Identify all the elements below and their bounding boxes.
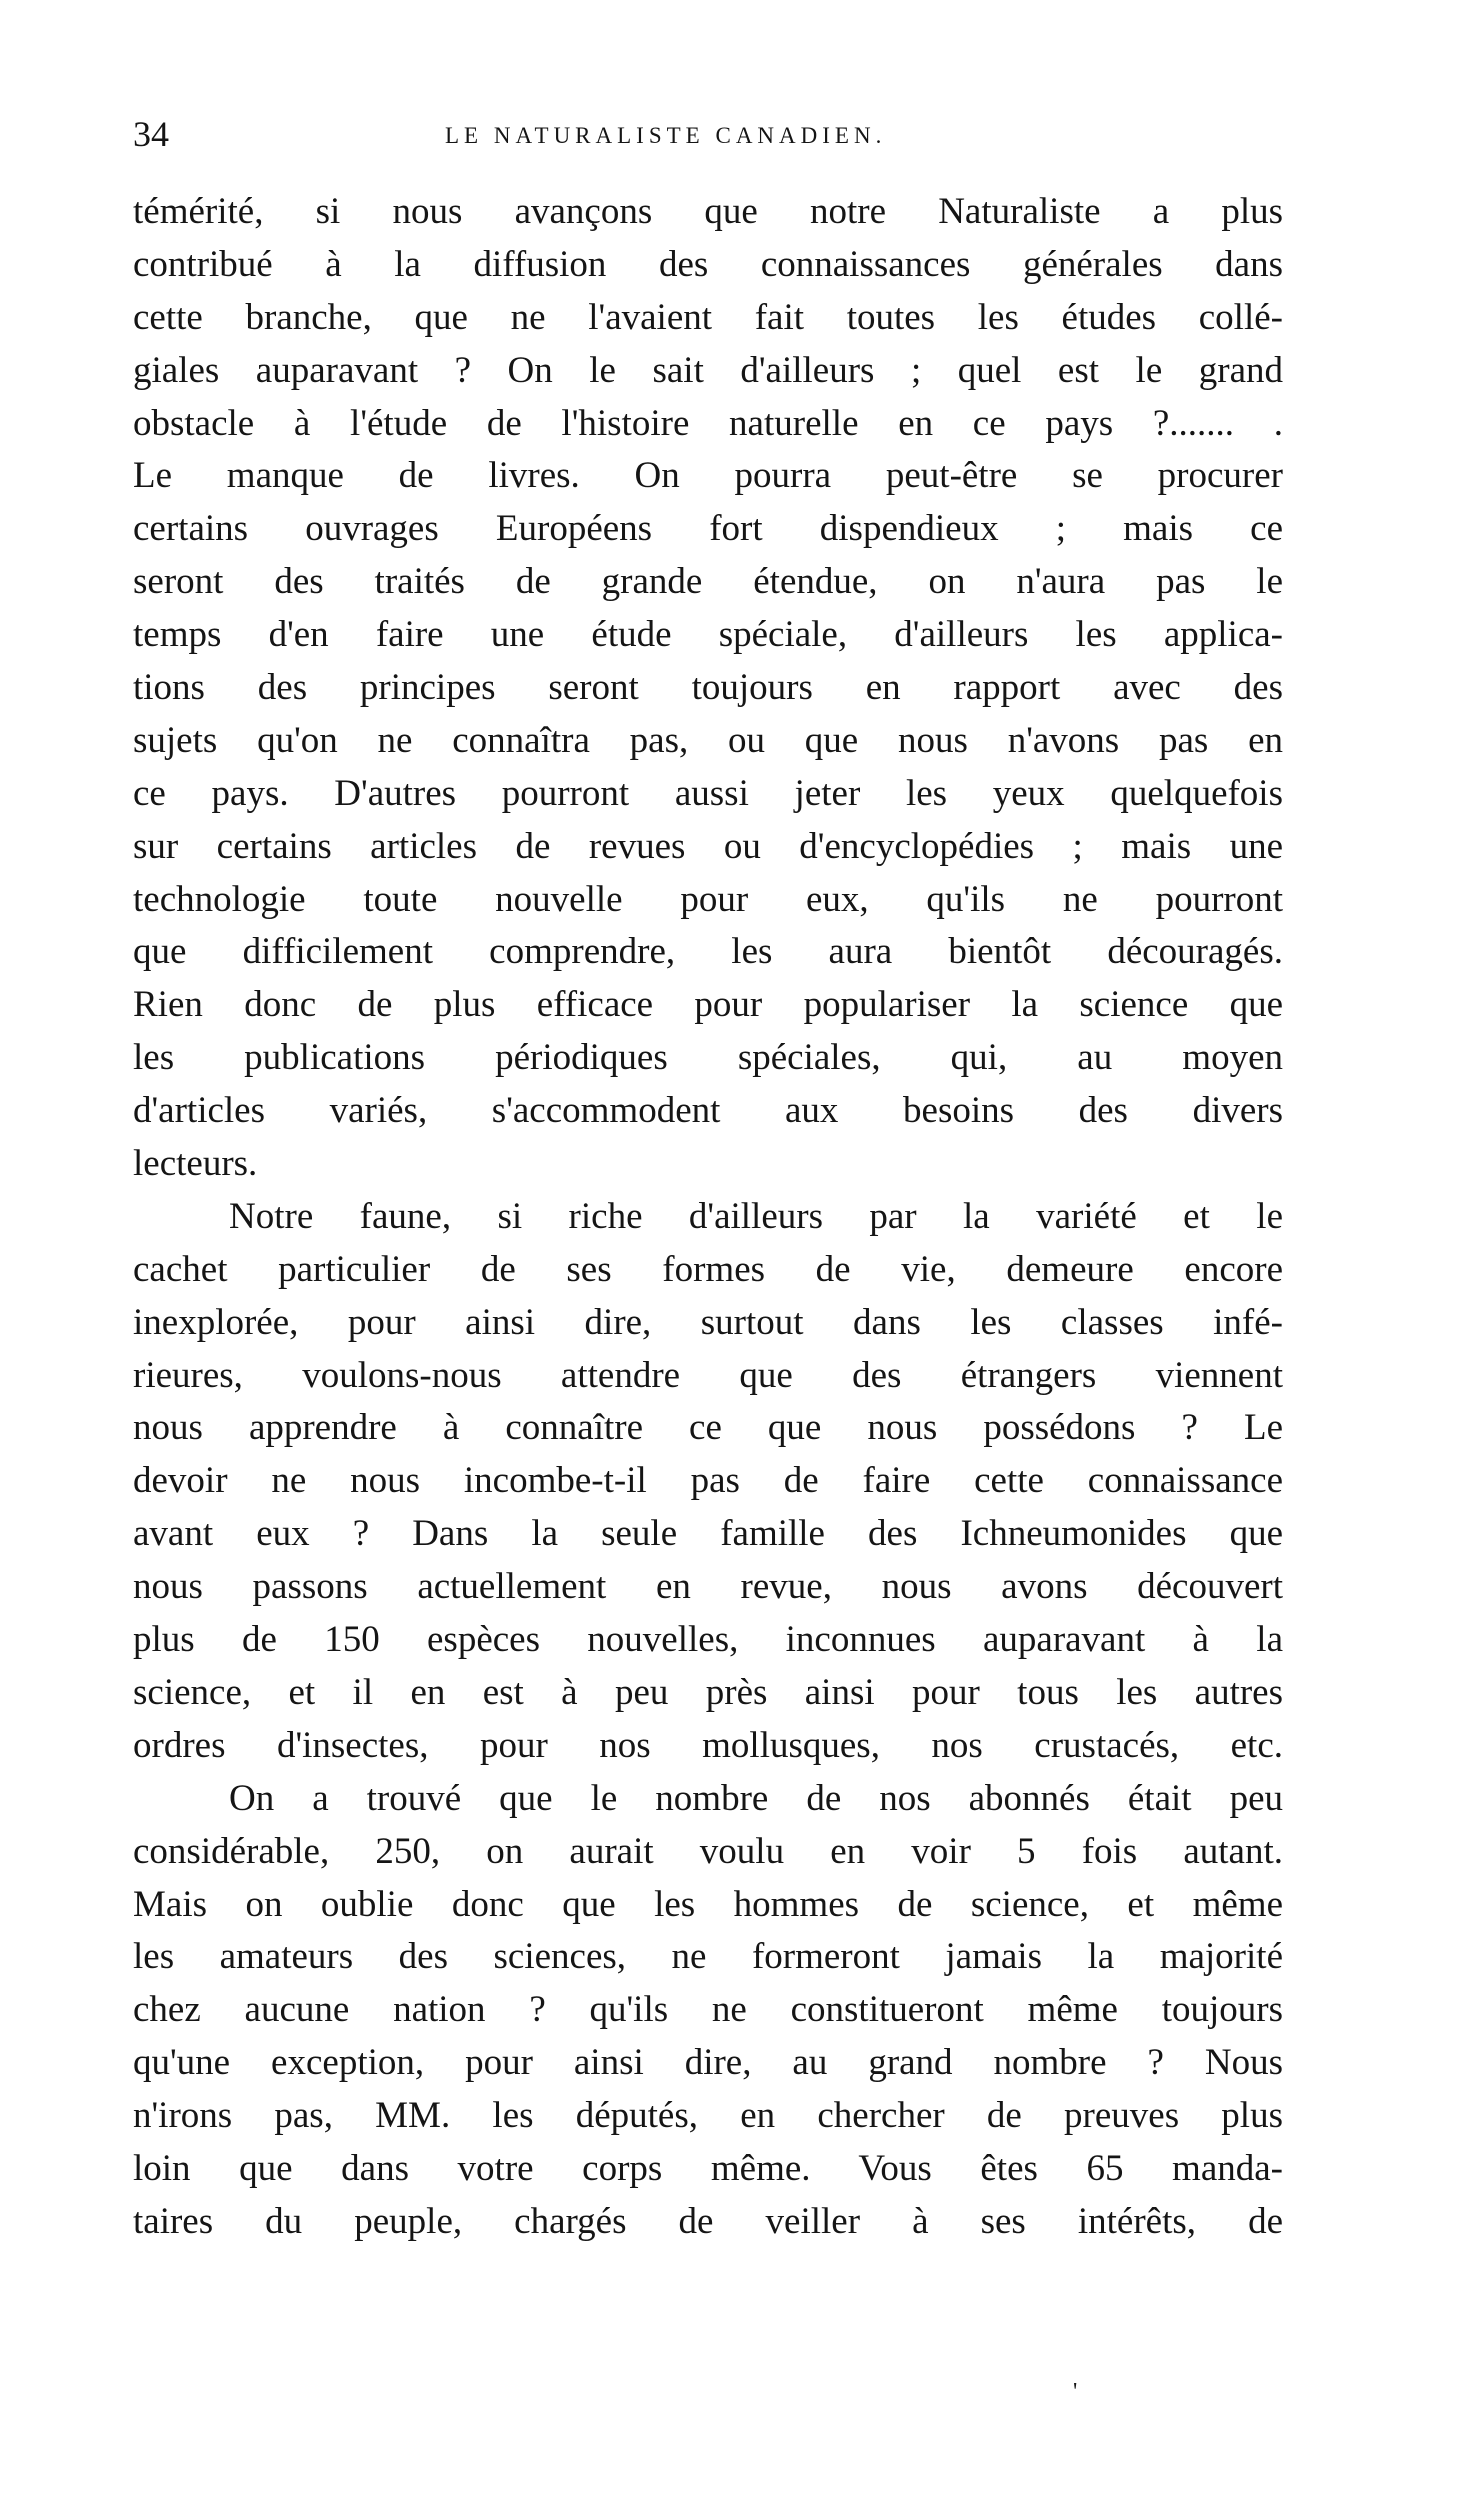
text-line: d'articles variés, s'accommodent aux besoins des divers [133, 1090, 1283, 1132]
text-line: Le manque de livres. On pourra peut-être se procurer [133, 455, 1283, 497]
text-line: tions des principes seront toujours en rapport avec des [133, 667, 1283, 709]
text-line: sur certains articles de revues ou d'encyclopédies ; mais une [133, 825, 1283, 867]
text-line: science, et il en est à peu près ainsi pour tous les autres [133, 1671, 1283, 1713]
text-line: seront des traités de grande étendue, on n'aura pas le [133, 561, 1283, 603]
text-line: temps d'en faire une étude spéciale, d'ailleurs les applica- [133, 614, 1283, 656]
text-line: On a trouvé que le nombre de nos abonnés était peu [229, 1777, 1283, 1819]
text-line: nous apprendre à connaître ce que nous possédons ? Le [133, 1407, 1283, 1449]
text-line: Mais on oublie donc que les hommes de science, et même [133, 1883, 1283, 1925]
text-line: devoir ne nous incombe-t-il pas de faire cette connaissance [133, 1460, 1283, 1502]
text-line: technologie toute nouvelle pour eux, qu'ils ne pourront [133, 878, 1283, 920]
stray-mark: ' [1073, 2379, 1078, 2405]
page-header [133, 112, 1283, 162]
running-head: LE NATURALISTE CANADIEN. [445, 123, 887, 148]
text-line: chez aucune nation ? qu'ils ne constitueront même toujours [133, 1989, 1283, 2031]
text-line: contribué à la diffusion des connaissances générales dans [133, 243, 1283, 285]
text-line: Notre faune, si riche d'ailleurs par la variété et le [229, 1195, 1283, 1237]
text-line: Rien donc de plus efficace pour populariser la science que [133, 984, 1283, 1026]
text-line: avant eux ? Dans la seule famille des Ichneumonides que [133, 1513, 1283, 1555]
text-line: cachet particulier de ses formes de vie, demeure encore [133, 1248, 1283, 1290]
text-line: témérité, si nous avançons que notre Naturaliste a plus [133, 191, 1283, 232]
text-line: lecteurs. [133, 1143, 258, 1185]
text-line: taires du peuple, chargés de veiller à ses intérêts, de [133, 2200, 1283, 2242]
text-line: inexplorée, pour ainsi dire, surtout dans les classes infé- [133, 1301, 1283, 1343]
text-line: certains ouvrages Européens fort dispendieux ; mais ce [133, 508, 1283, 550]
body-text [133, 186, 1283, 2249]
text-line: considérable, 250, on aurait voulu en voir 5 fois autant. [133, 1830, 1283, 1872]
text-line: les amateurs des sciences, ne formeront jamais la majorité [133, 1936, 1283, 1978]
text-line: plus de 150 espèces nouvelles, inconnues auparavant à la [133, 1619, 1283, 1661]
text-line: les publications périodiques spéciales, qui, au moyen [133, 1037, 1283, 1079]
text-line: sujets qu'on ne connaîtra pas, ou que nous n'avons pas en [133, 719, 1283, 761]
text-line: ordres d'insectes, pour nos mollusques, nos crustacés, etc. [133, 1724, 1283, 1766]
text-line: giales auparavant ? On le sait d'ailleurs ; quel est le grand [133, 349, 1283, 391]
text-line: obstacle à l'étude de l'histoire naturelle en ce pays ?....... . [133, 402, 1283, 444]
text-line: n'irons pas, MM. les députés, en chercher de preuves plus [133, 2095, 1283, 2137]
text-line: loin que dans votre corps même. Vous êtes 65 manda- [133, 2147, 1283, 2189]
text-line: rieures, voulons-nous attendre que des étrangers viennent [133, 1354, 1283, 1396]
text-line: que difficilement comprendre, les aura bientôt découragés. [133, 931, 1283, 973]
text-line: nous passons actuellement en revue, nous avons découvert [133, 1566, 1283, 1608]
text-line: ce pays. D'autres pourront aussi jeter les yeux quelquefois [133, 772, 1283, 814]
text-line: cette branche, que ne l'avaient fait toutes les études collé- [133, 296, 1283, 338]
page-number: 34 [133, 114, 169, 154]
text-line: qu'une exception, pour ainsi dire, au grand nombre ? Nous [133, 2042, 1283, 2084]
